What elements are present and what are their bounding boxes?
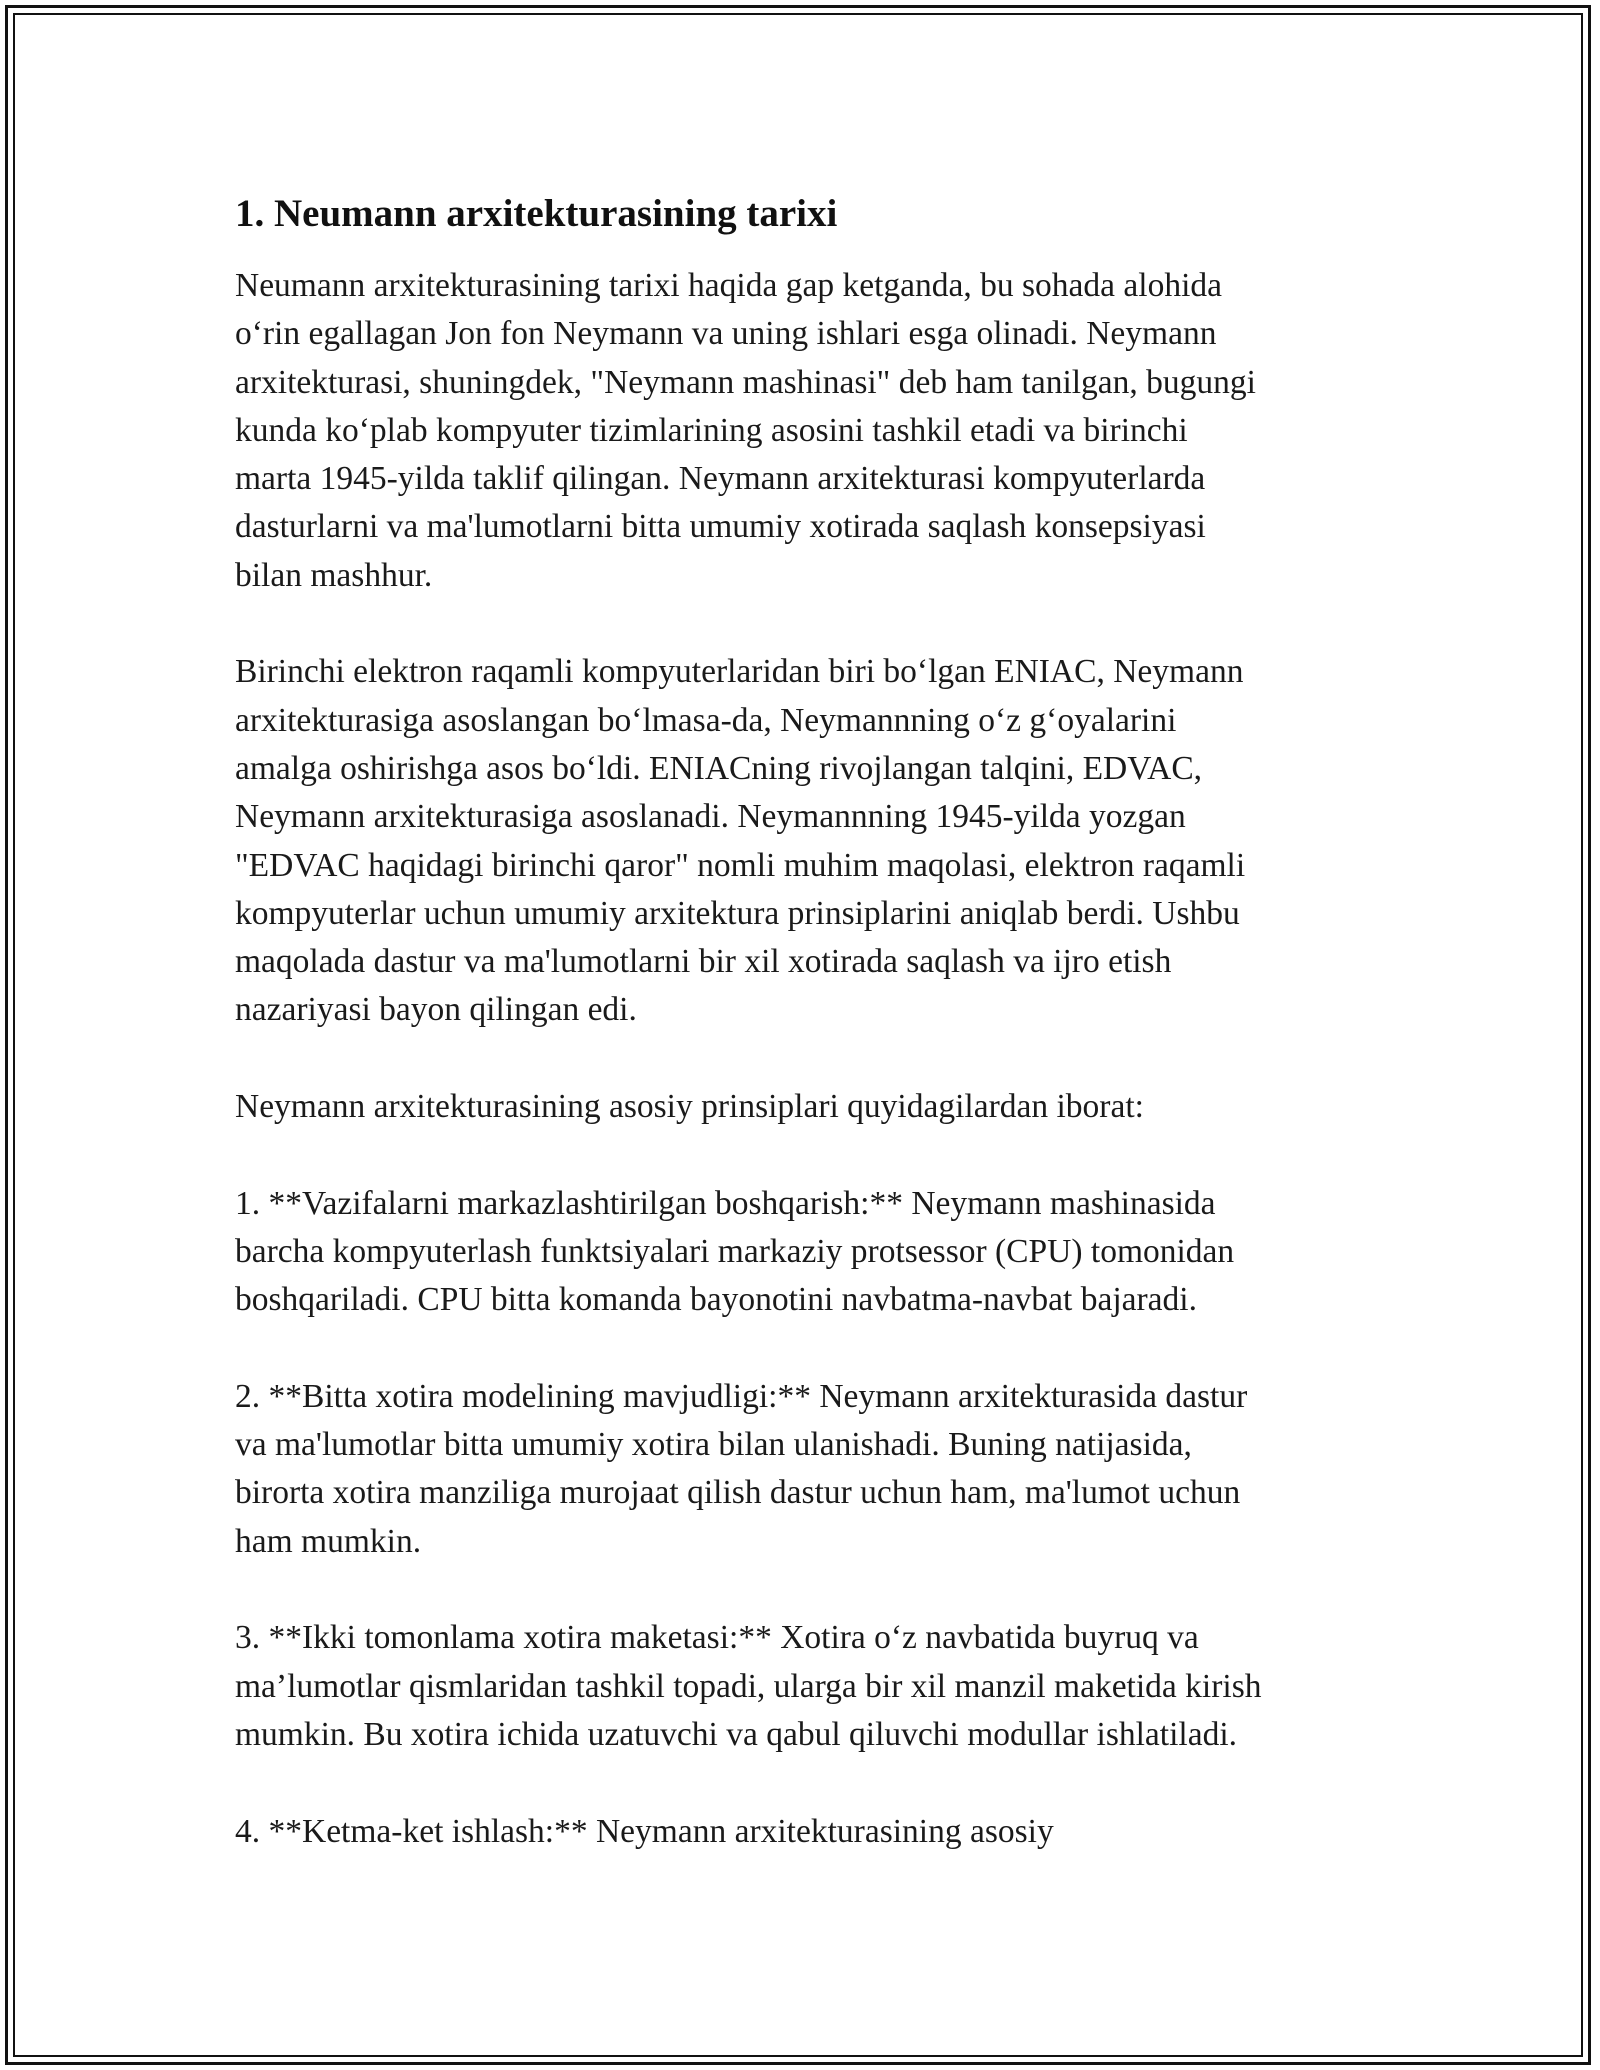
text-line: 2. **Bitta xotira modelining mavjudligi:** Neymann arxitekturasida dastur [235,1377,1248,1415]
list-item-1 [235,1180,1365,1325]
text-line: Neumann arxitekturasining tarixi haqida gap ketganda, bu sohada alohida [235,267,1223,304]
text-line: va ma'lumotlar bitta umumiy xotira bilan ulanishadi. Buning natijasida, [235,1426,1192,1464]
paragraph-intro [235,262,1365,600]
text-line: ma’lumotlar qismlaridan tashkil topadi, ularga bir xil manzil maketida kirish [235,1667,1262,1705]
text-line: 3. **Ikki tomonlama xotira maketasi:** Xotira o‘z navbatida buyruq va [235,1619,1199,1657]
text-line: bilan mashhur. [235,556,433,594]
text-line: dasturlarni va ma'lumotlarni bitta umumiy xotirada saqlash konsepsiyasi [235,508,1206,546]
text-line: arxitekturasi, shuningdek, "Neymann mashinasi" deb ham tanilgan, bugungi [235,363,1256,401]
text-line: amalga oshirishga asos bo‘ldi. ENIACning rivojlangan talqini, EDVAC, [235,749,1203,787]
text-line: "EDVAC haqidagi birinchi qaror" nomli muhim maqolasi, elektron raqamli [235,846,1246,884]
text-line: mumkin. Bu xotira ichida uzatuvchi va qabul qiluvchi modullar ishlatiladi. [235,1715,1238,1753]
text-line: kunda ko‘plab kompyuter tizimlarining asosini tashkil etadi va birinchi [235,411,1188,449]
text-line: arxitekturasiga asoslangan bo‘lmasa-da, Neymannning o‘z g‘oyalarini [235,701,1177,739]
text-line: 4. **Ketma-ket ishlash:** Neymann arxitekturasining asosiy [235,1812,1054,1850]
text-line: Neymann arxitekturasining asosiy prinsiplari quyidagilardan iborat: [235,1088,1144,1126]
text-line: 1. **Vazifalarni markazlashtirilgan boshqarish:** Neymann mashinasida [235,1184,1216,1222]
text-line: ham mumkin. [235,1522,422,1560]
text-line: Neymann arxitekturasiga asoslanadi. Neymannning 1945-yilda yozgan [235,798,1186,836]
list-item-3 [235,1614,1365,1759]
text-line: nazariyasi bayon qilingan edi. [235,991,637,1029]
text-line: boshqariladi. CPU bitta komanda bayonotini navbatma-navbat bajaradi. [235,1281,1197,1319]
list-item-2 [235,1373,1365,1566]
list-item-4 [235,1808,1365,1856]
text-line: birorta xotira manziliga murojaat qilish dastur uchun ham, ma'lumot uchun [235,1474,1241,1512]
text-line: Birinchi elektron raqamli kompyuterlaridan biri bo‘lgan ENIAC, Neymann [235,653,1244,691]
text-line: marta 1945-yilda taklif qilingan. Neymann arxitekturasi kompyuterlarda [235,460,1206,498]
text-line: o‘rin egallagan Jon fon Neymann va uning ishlari esga olinadi. Neymann [235,315,1217,353]
text-line: barcha kompyuterlash funktsiyalari markaziy protsessor (CPU) tomonidan [235,1232,1235,1270]
paragraph-eniac [235,648,1365,1034]
document-body [235,188,1365,1904]
document-title: 1. Neumann arxitekturasining tarixi [235,192,838,235]
paragraph-principles-intro [235,1083,1365,1131]
text-line: kompyuterlar uchun umumiy arxitektura prinsiplarini aniqlab berdi. Ushbu [235,894,1240,932]
text-line: maqolada dastur va ma'lumotlarni bir xil xotirada saqlash va ijro etish [235,943,1172,981]
